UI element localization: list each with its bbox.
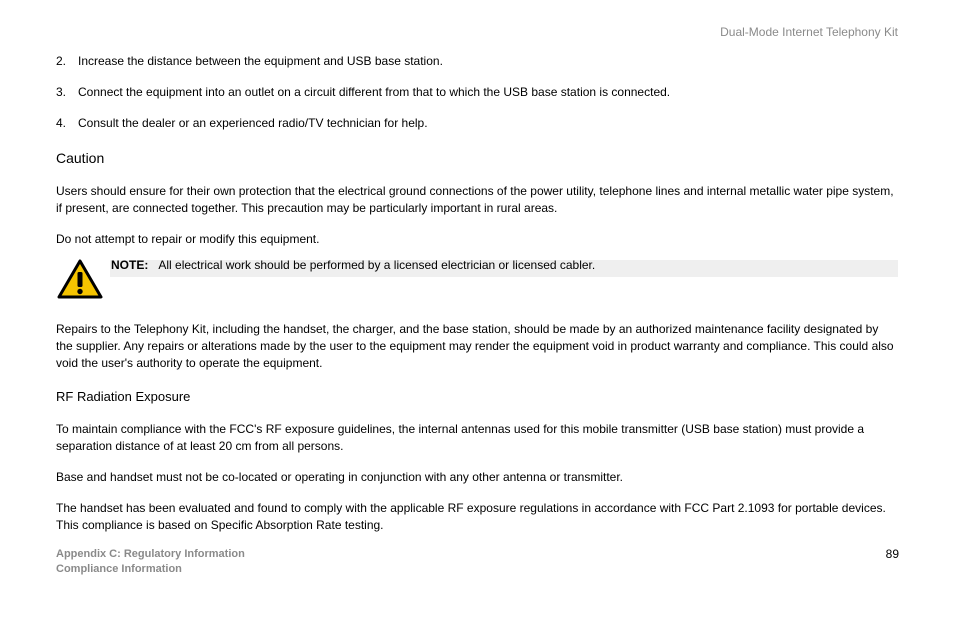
footer-appendix-title: Appendix C: Regulatory Information: [56, 548, 245, 560]
rf-paragraph-2: Base and handset must not be co-located or operating in conjunction with any other antenna or transmitter.: [56, 470, 624, 484]
note-label: NOTE:: [111, 258, 149, 272]
repairs-paragraph: Repairs to the Telephony Kit, including the handset, the charger, and the base station, should be made by an authorized maintenance facility designated by the supplier. Any repairs or alterations made by the user to the equipment may render the equipment void in product warranty and compliance. This could also void the user's authority to operate the equipment.: [56, 322, 894, 370]
list-item-text: Consult the dealer or an experienced radio/TV technician for help.: [78, 116, 428, 130]
rf-heading: RF Radiation Exposure: [56, 389, 191, 404]
warning-triangle-icon: [57, 259, 103, 299]
list-item-number: 3.: [56, 85, 67, 99]
footer-section-title: Compliance Information: [56, 563, 182, 575]
list-item-number: 2.: [56, 54, 67, 68]
rf-paragraph-3: The handset has been evaluated and found to comply with the applicable RF exposure regulations in accordance with FCC Part 2.1093 for portable devices. This compliance is based on Specific Absorption Rate testing.: [56, 501, 886, 532]
caution-heading: Caution: [56, 150, 105, 166]
list-item-number: 4.: [56, 116, 67, 130]
list-item-text: Connect the equipment into an outlet on a circuit different from that to which the USB base station is connected.: [78, 85, 671, 99]
page-number: 89: [885, 547, 899, 561]
list-item: [56, 54, 443, 68]
list-item: [56, 116, 428, 130]
note-text: All electrical work should be performed by a licensed electrician or licensed cabler.: [158, 258, 596, 272]
footer-section-info: [56, 547, 245, 577]
list-item: [56, 85, 670, 99]
rf-paragraph-1: To maintain compliance with the FCC's RF exposure guidelines, the internal antennas used for this mobile transmitter (USB base station) must provide a separation distance of at least 20 cm from all persons.: [56, 422, 865, 453]
caution-paragraph: Users should ensure for their own protection that the electrical ground connections of the power utility, telephone lines and internal metallic water pipe system, if present, are connected together. This precaution may be particularly important in rural areas.: [56, 184, 894, 215]
note-callout: [111, 258, 595, 273]
list-item-text: Increase the distance between the equipment and USB base station.: [78, 54, 443, 68]
document-header-title: Dual-Mode Internet Telephony Kit: [720, 25, 898, 39]
caution-repair-paragraph: Do not attempt to repair or modify this equipment.: [56, 232, 320, 246]
